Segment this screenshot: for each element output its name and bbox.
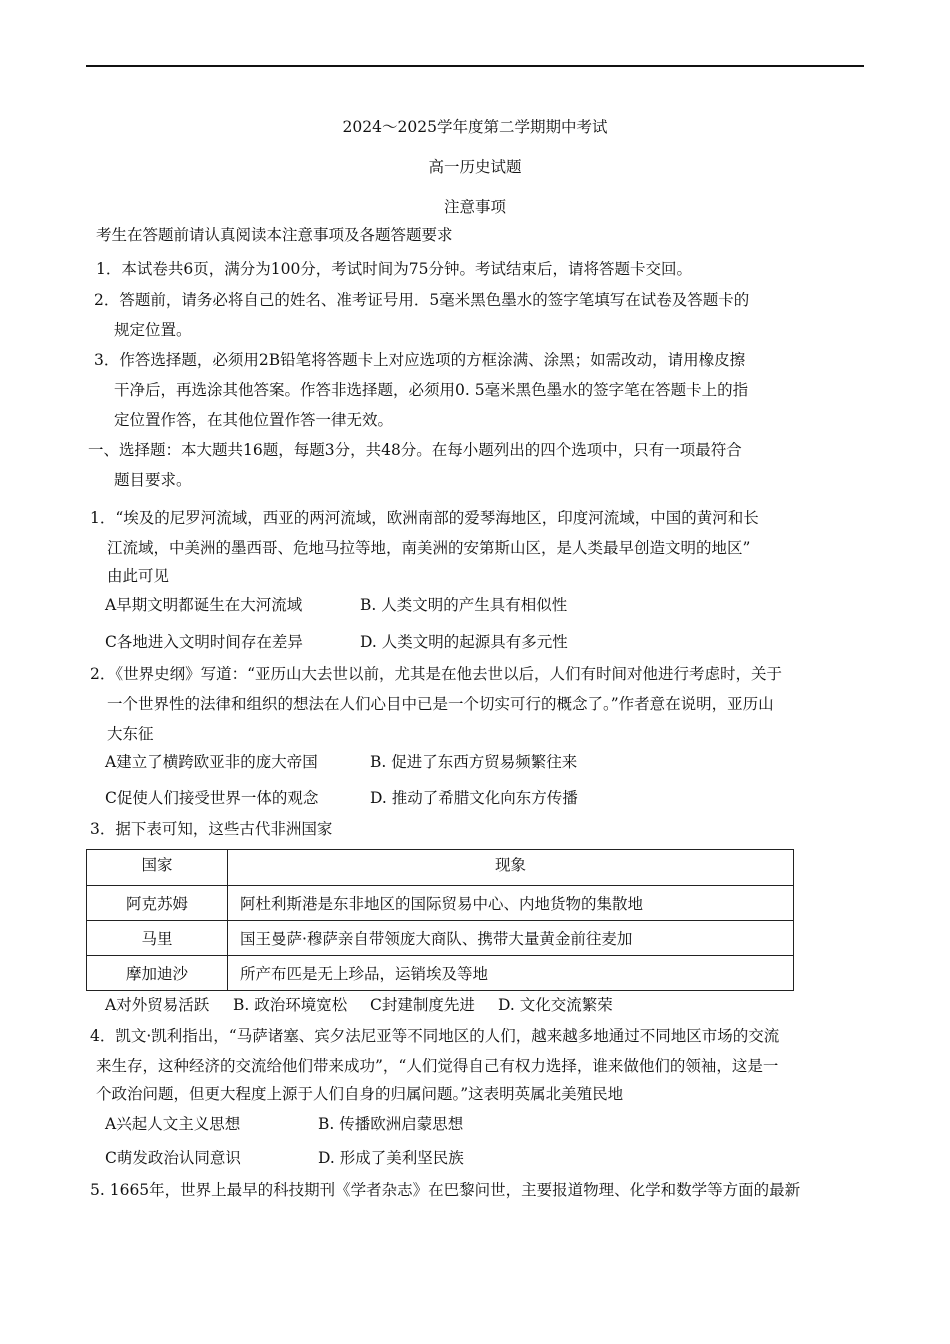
exam-subtitle: 高一历史试题 xyxy=(428,158,522,176)
question-1-stem: 由此可见 xyxy=(107,567,170,585)
table-header-cell: 现象 xyxy=(228,850,794,886)
africa-states-table xyxy=(86,849,794,991)
option-a[interactable]: A建立了横跨欧亚非的庞大帝国 xyxy=(105,753,318,771)
table-row xyxy=(87,956,794,991)
option-d[interactable]: D. 推动了希腊文化向东方传播 xyxy=(370,789,578,807)
section-heading-cont: 题目要求。 xyxy=(114,471,192,489)
option-d[interactable]: D. 形成了美利坚民族 xyxy=(318,1149,464,1167)
question-3-stem: 3．据下表可知，这些古代非洲国家 xyxy=(90,820,333,838)
notice-item: 2．答题前，请务必将自己的姓名、准考证号用．5毫米黑色墨水的签字笔填写在试卷及答题卡的 xyxy=(94,291,750,309)
question-1-stem: 1．“埃及的尼罗河流域，西亚的两河流域，欧洲南部的爱琴海地区，印度河流域，中国的黄河和长 xyxy=(90,509,759,527)
question-4-stem: 4．凯文·凯利指出，“马萨诸塞、宾夕法尼亚等不同地区的人们，越来越多地通过不同地区市场的交流 xyxy=(90,1027,780,1045)
option-b[interactable]: B. 促进了东西方贸易频繁往来 xyxy=(370,753,578,771)
section-heading: 一、选择题：本大题共16题，每题3分，共48分。在每小题列出的四个选项中，只有一项最符合 xyxy=(88,441,742,459)
exam-title: 2024～2025学年度第二学期期中考试 xyxy=(342,118,608,136)
option-b[interactable]: B. 人类文明的产生具有相似性 xyxy=(360,596,568,614)
option-d[interactable]: D. 人类文明的起源具有多元性 xyxy=(360,633,568,651)
option-b[interactable]: B. 政治环境宽松 xyxy=(233,996,348,1014)
table-cell: 阿杜利斯港是东非地区的国际贸易中心、内地货物的集散地 xyxy=(228,886,794,921)
question-2-stem: 2．《世界史纲》写道：“亚历山大去世以前，尤其是在他去世以后，人们有时间对他进行考虑时，关于 xyxy=(90,665,783,683)
option-a[interactable]: A对外贸易活跃 xyxy=(105,996,210,1014)
table-cell: 阿克苏姆 xyxy=(87,886,228,921)
question-4-stem: 来生存，这种经济的交流给他们带来成功”，“人们觉得自己有权力选择，谁来做他们的领袖，这是一 xyxy=(96,1057,779,1075)
question-5-stem: 5. 1665年，世界上最早的科技期刊《学者杂志》在巴黎问世，主要报道物理、化学和数学等方面的最新 xyxy=(90,1181,801,1199)
notice-item-cont: 定位置作答，在其他位置作答一律无效。 xyxy=(114,411,394,429)
question-2-stem: 一个世界性的法律和组织的想法在人们心目中已是一个切实可行的概念了。”作者意在说明，亚历山 xyxy=(107,695,774,713)
table-cell: 马里 xyxy=(87,921,228,956)
option-c[interactable]: C封建制度先进 xyxy=(370,996,475,1014)
table-cell: 所产布匹是无上珍品，运销埃及等地 xyxy=(228,956,794,991)
question-4-stem: 个政治问题，但更大程度上源于人们自身的归属问题。”这表明英属北美殖民地 xyxy=(96,1085,624,1103)
notice-item-cont: 干净后，再选涂其他答案。作答非选择题，必须用0. 5毫米黑色墨水的签字笔在答题卡上的指 xyxy=(114,381,749,399)
table-cell: 摩加迪沙 xyxy=(87,956,228,991)
notice-item: 1．本试卷共6页，满分为100分，考试时间为75分钟。考试结束后，请将答题卡交回。 xyxy=(96,260,693,278)
table-header-cell: 国家 xyxy=(87,850,228,886)
option-c[interactable]: C促使人们接受世界一体的观念 xyxy=(105,789,319,807)
table-row xyxy=(87,886,794,921)
notice-item: 3．作答选择题，必须用2B铅笔将答题卡上对应选项的方框涂满、涂黑；如需改动，请用橡皮擦 xyxy=(94,351,746,369)
question-2-stem: 大东征 xyxy=(107,725,154,743)
notice-item-cont: 规定位置。 xyxy=(114,321,192,339)
option-c[interactable]: C萌发政治认同意识 xyxy=(105,1149,241,1167)
option-c[interactable]: C各地进入文明时间存在差异 xyxy=(105,633,303,651)
option-d[interactable]: D. 文化交流繁荣 xyxy=(498,996,613,1014)
option-a[interactable]: A早期文明都诞生在大河流域 xyxy=(105,596,303,614)
header-rule xyxy=(86,65,864,67)
table-cell: 国王曼萨·穆萨亲自带领庞大商队、携带大量黄金前往麦加 xyxy=(228,921,794,956)
notice-intro: 考生在答题前请认真阅读本注意事项及各题答题要求 xyxy=(96,226,453,244)
option-a[interactable]: A兴起人文主义思想 xyxy=(105,1115,241,1133)
question-1-stem: 江流域，中美洲的墨西哥、危地马拉等地，南美洲的安第斯山区，是人类最早创造文明的地区” xyxy=(107,539,751,557)
table-row xyxy=(87,921,794,956)
option-b[interactable]: B. 传播欧洲启蒙思想 xyxy=(318,1115,464,1133)
table-header-row xyxy=(87,850,794,886)
notice-heading: 注意事项 xyxy=(443,198,506,216)
